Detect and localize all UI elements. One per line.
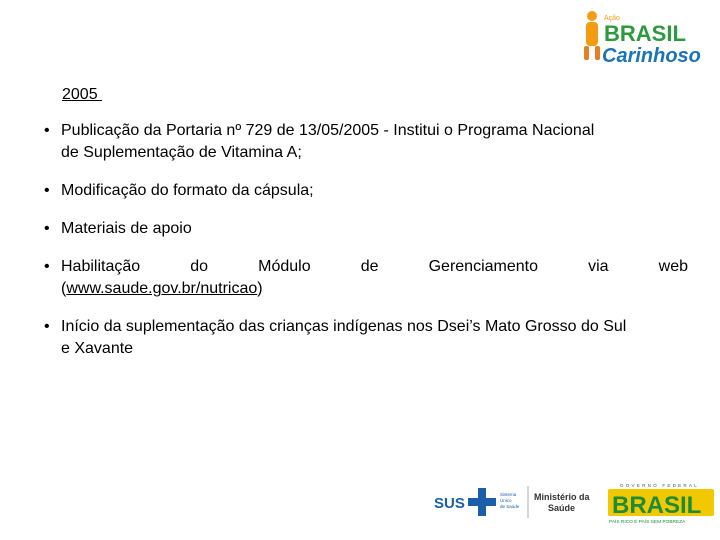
logo-carinhoso-text: Carinhoso — [602, 45, 701, 67]
svg-text:GOVERNO FEDERAL: GOVERNO FEDERAL — [620, 483, 699, 488]
brasil-carinhoso-logo — [576, 6, 716, 68]
bullet-icon: • — [44, 182, 50, 199]
item-text-line: (www.saude.gov.br/nutricao) — [61, 280, 263, 297]
year-heading: 2005 — [62, 86, 103, 103]
svg-text:SUS: SUS — [434, 495, 465, 512]
bullet-icon: • — [44, 220, 50, 237]
list-item — [44, 316, 688, 360]
logo-body-icon — [586, 22, 598, 46]
list-item — [44, 120, 688, 164]
nutricao-link[interactable]: www.saude.gov.br/nutricao — [66, 280, 258, 297]
list-item — [44, 256, 688, 300]
sus-cross-icon — [468, 488, 496, 516]
list-item — [44, 218, 688, 240]
item-text-line: Publicação da Portaria nº 729 de 13/05/2005 - Institui o Programa Nacional — [61, 122, 595, 139]
svg-text:Único: Único — [500, 498, 512, 503]
item-text-line: Modificação do formato da cápsula; — [61, 182, 314, 199]
governo-federal-logo — [608, 483, 714, 525]
bullet-list — [44, 120, 688, 376]
list-item — [44, 180, 688, 202]
ministerio-saude-logo — [534, 492, 591, 513]
footer-logos — [434, 480, 720, 526]
item-text-line: Início da suplementação das crianças indígenas nos Dsei’s Mato Grosso do Sul — [61, 318, 627, 335]
svg-text:de Saúde: de Saúde — [500, 504, 520, 509]
bullet-icon: • — [44, 258, 50, 275]
bullet-icon: • — [44, 122, 50, 139]
svg-text:Sistema: Sistema — [500, 492, 517, 497]
item-text-line: Habilitação do Módulo de Gerenciamento via web — [61, 258, 688, 275]
logo-brasil-text: BRASIL — [604, 21, 686, 46]
svg-text:Ministério da: Ministério da — [534, 492, 590, 502]
item-text-line: de Suplementação de Vitamina A; — [61, 144, 302, 161]
svg-text:BRASIL: BRASIL — [612, 492, 702, 519]
bullet-icon: • — [44, 318, 50, 335]
item-text-line: Materiais de apoio — [61, 220, 192, 237]
item-text-line: e Xavante — [61, 340, 134, 357]
logo-head-icon — [587, 11, 597, 21]
svg-text:Saúde: Saúde — [548, 503, 576, 513]
sus-logo — [434, 488, 520, 516]
logo-small-text: Ação — [604, 15, 620, 22]
svg-text:PAÍS RICO É PAÍS SEM POBREZA: PAÍS RICO É PAÍS SEM POBREZA — [609, 520, 686, 525]
